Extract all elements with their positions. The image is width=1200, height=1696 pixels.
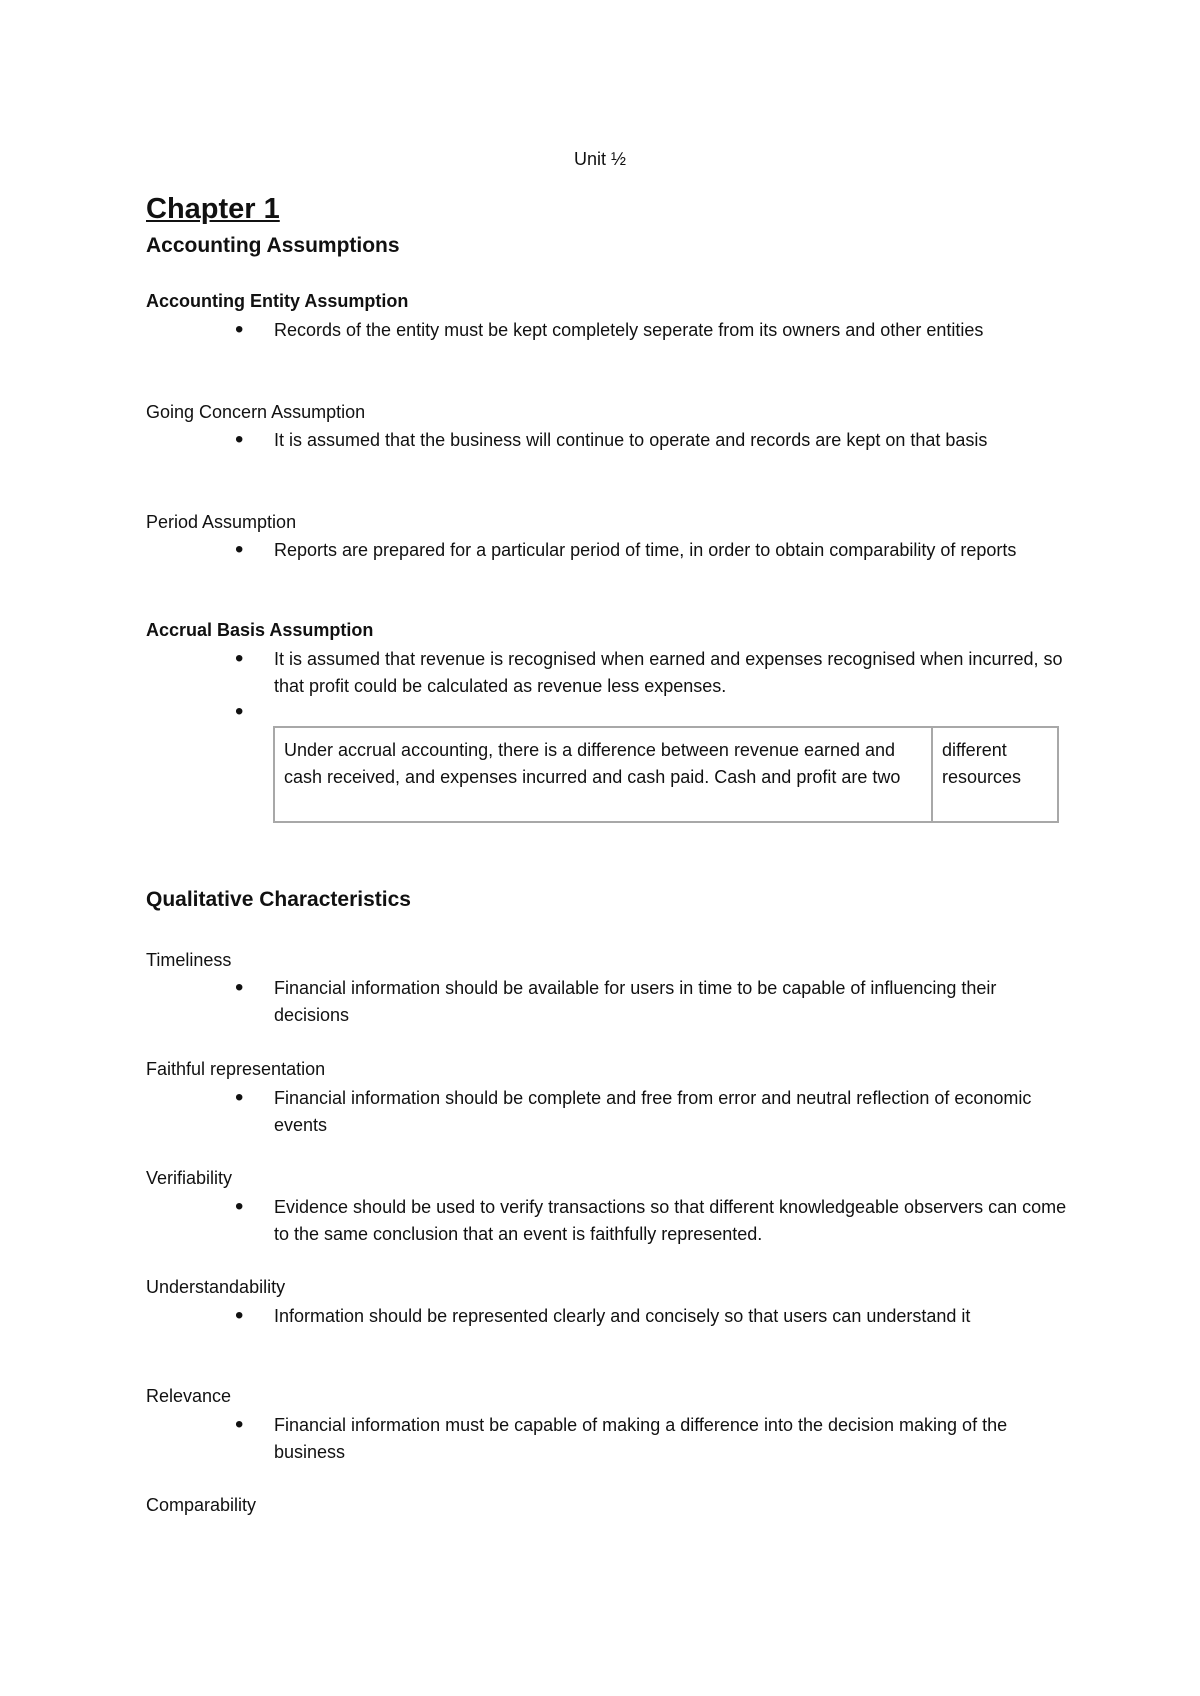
bullet-icon: •	[235, 316, 244, 343]
bullet-icon: •	[235, 426, 244, 453]
heading-period: Period Assumption	[146, 512, 297, 532]
accrual-table-cell: Under accrual accounting, there is a difference between revenue earned and cash received, and expenses incurred and cash paid. Cash and profit are two	[275, 728, 933, 821]
bullet-icon: •	[235, 1193, 244, 1220]
bullet-icon: •	[235, 645, 244, 672]
heading-accounting-entity: Accounting Entity Assumption	[146, 291, 409, 311]
bullet-text-verifiability: Evidence should be used to verify transactions so that different knowledgeable observers can come to the same conclusion that an event is faithfully represented.	[274, 1197, 1067, 1244]
section-title-qualitative: Qualitative Characteristics	[146, 888, 411, 911]
bullet-icon: •	[235, 698, 244, 725]
heading-relevance: Relevance	[146, 1386, 232, 1406]
bullet-icon: •	[235, 974, 244, 1001]
heading-accrual-basis: Accrual Basis Assumption	[146, 620, 374, 640]
unit-header: Unit ½	[573, 149, 627, 169]
bullet-text-timeliness: Financial information should be available for users in time to be capable of influencing their decisions	[274, 978, 997, 1025]
bullet-icon: •	[235, 1302, 244, 1329]
heading-going-concern: Going Concern Assumption	[146, 402, 366, 422]
bullet-icon: •	[235, 1411, 244, 1438]
bullet-text-relevance: Financial information must be capable of making a difference into the decision making of the business	[274, 1415, 1008, 1462]
bullet-text-understandability: Information should be represented clearly and concisely so that users can understand it	[274, 1306, 971, 1326]
accrual-table-cell: different resources	[942, 740, 1022, 787]
heading-timeliness: Timeliness	[146, 950, 232, 970]
accrual-table	[273, 726, 1059, 823]
bullet-icon: •	[235, 1084, 244, 1111]
heading-comparability: Comparability	[146, 1495, 257, 1515]
bullet-text-period: Reports are prepared for a particular period of time, in order to obtain comparability of reports	[274, 540, 1017, 560]
bullet-text-going-concern: It is assumed that the business will continue to operate and records are kept on that basis	[274, 430, 988, 450]
heading-verifiability: Verifiability	[146, 1168, 233, 1188]
bullet-text-faithful: Financial information should be complete and free from error and neutral reflection of economic events	[274, 1088, 1032, 1135]
bullet-icon: •	[235, 536, 244, 563]
section-title-accounting-assumptions: Accounting Assumptions	[146, 234, 400, 257]
heading-understandability: Understandability	[146, 1277, 286, 1297]
bullet-text-accrual: It is assumed that revenue is recognised when earned and expenses recognised when incurred, so that profit could be calculated as revenue less expenses.	[274, 649, 1063, 696]
heading-faithful: Faithful representation	[146, 1059, 326, 1079]
chapter-title: Chapter 1	[146, 193, 280, 225]
bullet-text-entity: Records of the entity must be kept completely seperate from its owners and other entities	[274, 320, 984, 340]
